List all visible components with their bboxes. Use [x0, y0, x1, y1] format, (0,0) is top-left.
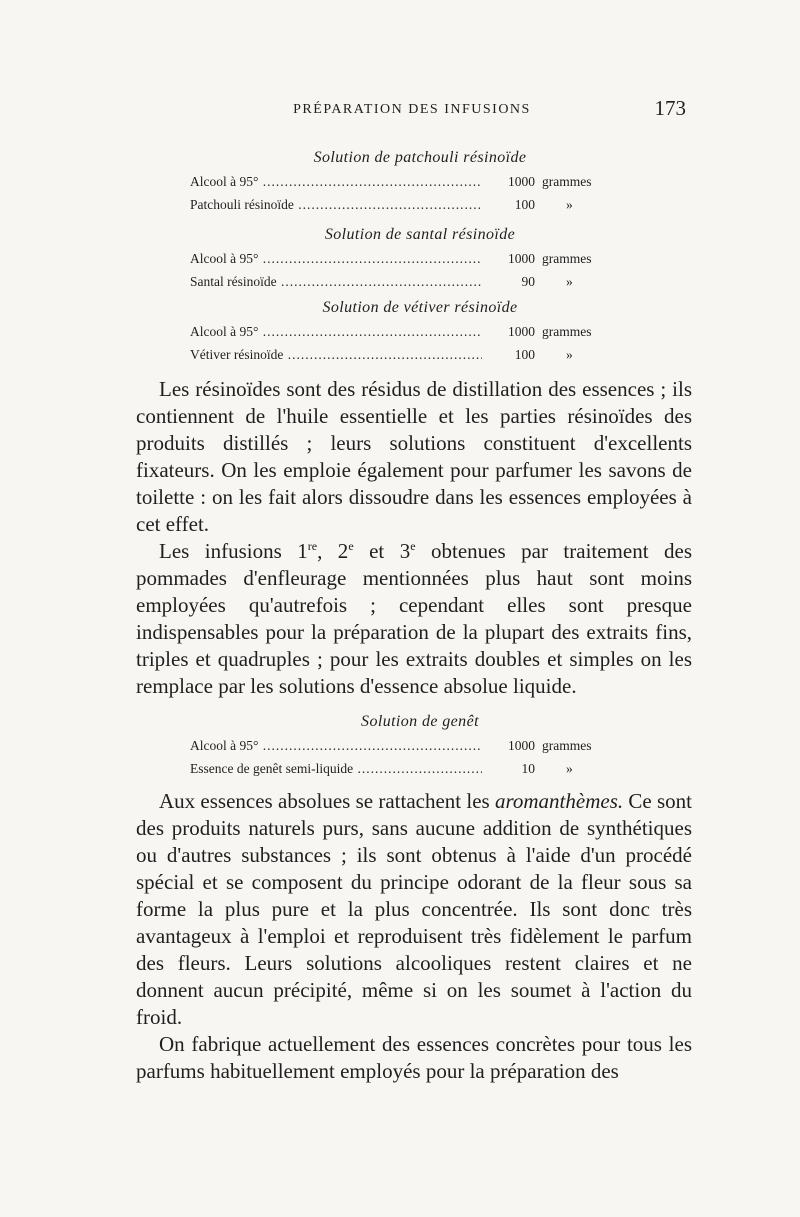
body-text-block-1 — [136, 376, 692, 700]
paragraph-infusions — [136, 538, 692, 700]
ingredient-qty: 100 — [514, 197, 535, 212]
ingredient-name: Patchouli résinoïde ..... — [190, 193, 482, 216]
text-run: obtenues par traitement des pommades d'enfleurage mentionnées plus haut sont moins employées qu'autrefois ; cependant elles sont presque indispensables pour la préparation de la plupart des extraits fins, triples et quadruples ; pour les extraits doubles et simples on les remplace par les solutions d'essence absolue liquide. — [136, 539, 693, 698]
ingredient-row — [190, 757, 630, 780]
ingredient-name: Alcool à 95° ..... — [190, 247, 482, 270]
ingredient-qty: 90 — [521, 274, 535, 289]
text-run: et 3 — [353, 539, 411, 563]
ingredient-qty: 10 — [521, 761, 535, 776]
running-title: PRÉPARATION DES INFUSIONS — [293, 102, 531, 117]
ingredient-qty: 100 — [514, 347, 535, 362]
ingredient-name: Essence de genêt semi-liquide ..... — [190, 757, 482, 780]
superscript: e — [410, 539, 416, 553]
recipe-title: Solution de genêt — [361, 713, 479, 730]
body-text-block-2 — [136, 788, 692, 1085]
ingredient-qty: 1000 — [508, 324, 535, 339]
ingredient-row — [190, 343, 630, 366]
ingredient-row — [190, 170, 630, 193]
page-number: 173 — [654, 96, 686, 120]
superscript: re — [307, 539, 318, 553]
recipe-title: Solution de patchouli résinoïde — [313, 149, 527, 166]
ingredient-row — [190, 270, 630, 293]
ingredient-unit: » — [566, 197, 573, 212]
text-run: Aux essences absolues se rattachent les — [159, 789, 495, 813]
recipe-title: Solution de santal résinoïde — [324, 226, 516, 243]
recipe-santal — [190, 223, 630, 293]
paragraph-aromanthemes — [136, 788, 692, 1031]
recipe-patchouli — [190, 146, 630, 216]
recipe-title: Solution de vétiver résinoïde — [322, 299, 518, 316]
ingredient-unit: grammes — [542, 251, 592, 266]
paragraph-resinoides: Les résinoïdes sont des résidus de distillation des essences ; ils contiennent de l'huile essentielle et les parties résinoïdes des produits distillés ; leurs solutions constituent d'excellents fixateurs. On les emploie également pour parfumer les savons de toilette : on les fait alors dissoudre dans les essences employées à cet effet. — [136, 377, 692, 536]
ingredient-qty: 1000 — [508, 251, 535, 266]
superscript: e — [348, 539, 354, 553]
recipe-genet — [190, 710, 630, 780]
ingredient-name: Vétiver résinoïde ..... — [190, 343, 482, 366]
paragraph-essences-concretes: On fabrique actuellement des essences concrètes pour tous les parfums habituellement employés pour la préparation des — [136, 1032, 692, 1083]
text-run: Les infusions 1 — [159, 539, 308, 563]
running-head — [136, 96, 688, 126]
ingredient-name: Alcool à 95° ..... — [190, 320, 482, 343]
ingredient-name: Alcool à 95° ..... — [190, 170, 482, 193]
ingredient-row — [190, 247, 630, 270]
ingredient-qty: 1000 — [508, 738, 535, 753]
ingredient-name: Santal résinoïde ..... — [190, 270, 482, 293]
ingredient-unit: » — [566, 274, 573, 289]
ingredient-unit: grammes — [542, 174, 592, 189]
italic-term: aromanthèmes. — [495, 789, 624, 813]
ingredient-row — [190, 193, 630, 216]
ingredient-row — [190, 320, 630, 343]
ingredient-row — [190, 734, 630, 757]
text-run: Ce sont des produits naturels purs, sans aucune addition de synthétiques ou d'autres substances ; ils sont obtenus à l'aide d'un procédé spécial et se composent du principe odorant de la fleur sous sa forme la plus pure et la plus concentrée. Ils sont donc très avantageux à l'emploi et reproduisent très fidèlement le parfum des fleurs. Leurs solutions alcooliques restent claires et ne donnent aucun précipité, même si on les soumet à l'action du froid. — [136, 789, 692, 1029]
ingredient-unit: » — [566, 761, 573, 776]
recipe-vetiver — [190, 296, 630, 366]
ingredient-unit: » — [566, 347, 573, 362]
ingredient-unit: grammes — [542, 738, 592, 753]
ingredient-name: Alcool à 95° ..... — [190, 734, 482, 757]
ingredient-qty: 1000 — [508, 174, 535, 189]
ingredient-unit: grammes — [542, 324, 592, 339]
text-run: , 2 — [317, 539, 349, 563]
